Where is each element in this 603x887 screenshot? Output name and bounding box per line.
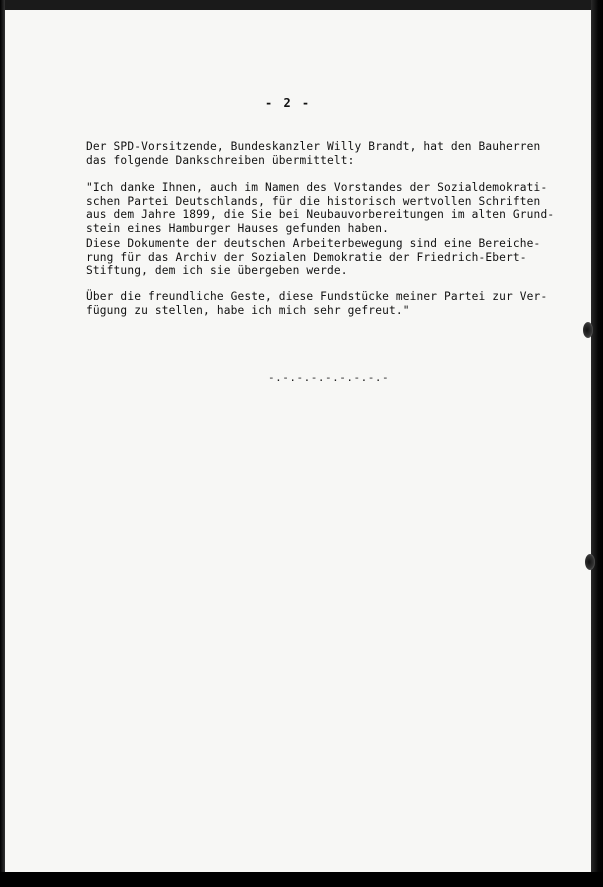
text-line: fügung zu stellen, habe ich mich sehr gefreut." <box>86 303 410 317</box>
text-line: rung für das Archiv der Sozialen Demokratie der Friedrich-Ebert- <box>86 250 527 264</box>
punch-hole-lower <box>585 554 595 570</box>
text-line: das folgende Dankschreiben übermittelt: <box>86 153 355 167</box>
text-line: aus dem Jahre 1899, die Sie bei Neubauvorbereitungen im alten Grund- <box>86 208 555 222</box>
scan-bottom-edge <box>0 872 603 887</box>
text-line: stein eines Hamburger Hauses gefunden haben. <box>86 221 389 235</box>
punch-hole-upper <box>583 322 593 338</box>
page-number: - 2 - <box>265 96 312 110</box>
separator-line: -.-.-.-.-.-.-.-.- <box>268 371 390 384</box>
text-line: Stiftung, dem ich sie übergeben werde. <box>86 264 348 278</box>
text-line: Über die freundliche Geste, diese Fundstücke meiner Partei zur Ver- <box>86 290 548 303</box>
text-line: "Ich danke Ihnen, auch im Namen des Vorstandes der Sozialdemokrati- <box>86 181 548 194</box>
scan-right-edge <box>591 0 603 887</box>
text-line: Der SPD-Vorsitzende, Bundeskanzler Willy Brandt, hat den Bauherren <box>86 140 541 153</box>
text-line: Diese Dokumente der deutschen Arbeiterbewegung sind eine Bereiche- <box>86 237 541 250</box>
text-line: schen Partei Deutschlands, für die historisch wertvollen Schriften <box>86 194 541 208</box>
